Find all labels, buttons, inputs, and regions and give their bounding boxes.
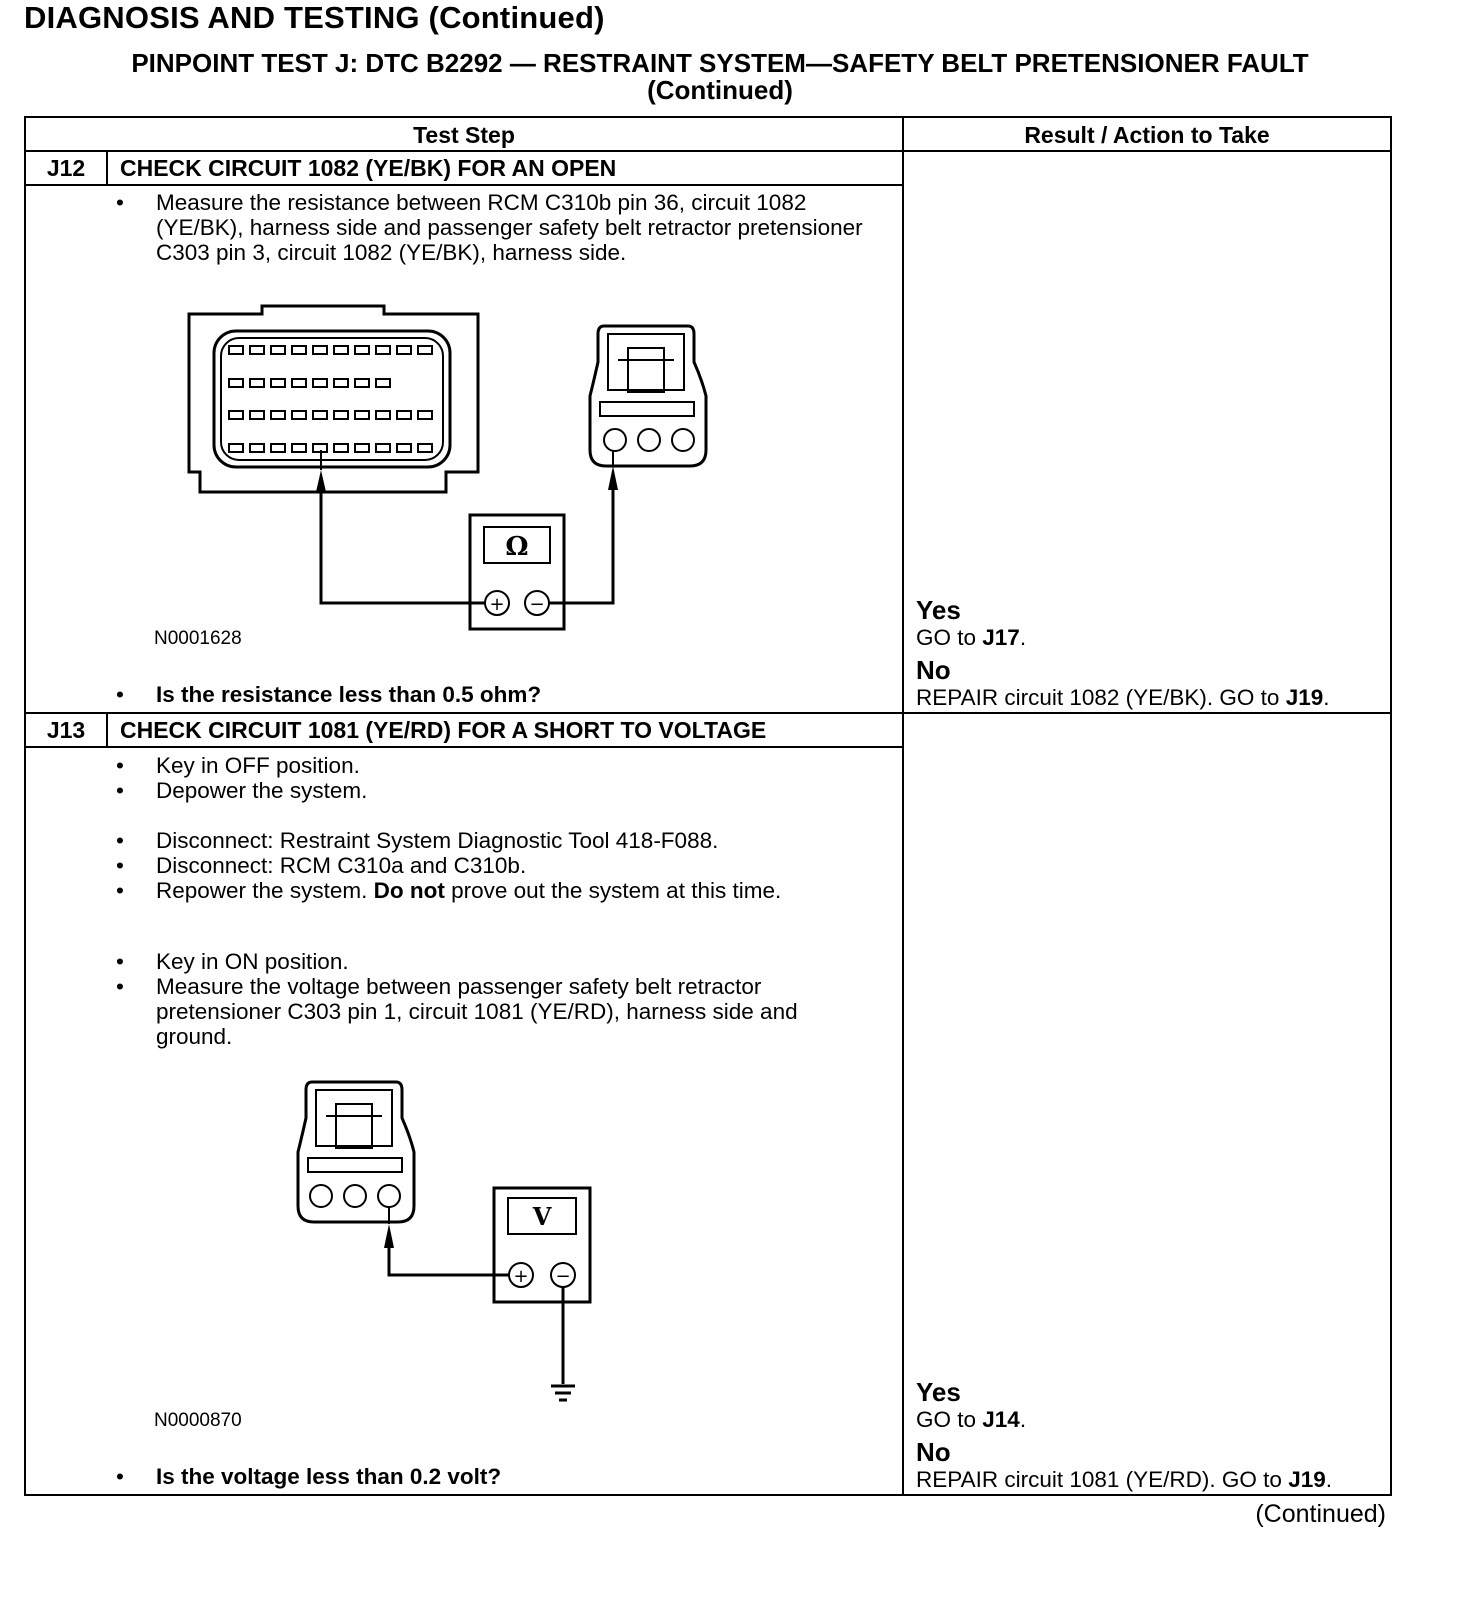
list-item — [116, 778, 876, 803]
pin-cavity — [271, 346, 285, 354]
pin-cavity — [334, 346, 348, 354]
pin-cavity — [313, 346, 327, 354]
pin-cavity — [418, 411, 432, 419]
pin-cavity — [313, 379, 327, 387]
bullet: • — [116, 828, 124, 853]
table-border-left — [24, 116, 26, 1496]
step-title-j12: CHECK CIRCUIT 1082 (YE/BK) FOR AN OPEN — [120, 155, 617, 181]
pretensioner-connector — [590, 326, 706, 466]
yes-action-end: . — [1019, 625, 1027, 650]
pin-cavity — [376, 444, 390, 452]
table-border-bottom — [24, 1494, 1392, 1496]
pin-cavity — [355, 379, 369, 387]
no-action-end: . — [1325, 1467, 1332, 1492]
instruction-text: Measure the resistance between RCM C310b pin 36, circuit 1082 (YE/BK), harness side and passenger safety belt retractor pretensioner C303 pin 3, circuit 1082 (YE/BK), harness side. — [156, 190, 863, 265]
pin-cavity — [376, 379, 390, 387]
j12-instructions — [116, 190, 876, 265]
pin-cavity — [229, 346, 243, 354]
list-item — [116, 949, 876, 974]
figure-code-j12: N0001628 — [154, 628, 242, 649]
question-j13 — [116, 1464, 501, 1489]
bullet: • — [116, 949, 124, 974]
pin-cavity — [397, 411, 411, 419]
pin-cavity — [292, 411, 306, 419]
table-border-right — [1390, 116, 1392, 1496]
figure-code-j13: N0000870 — [154, 1410, 242, 1431]
instruction-text: Depower the system. — [156, 778, 368, 803]
question-text: Is the resistance less than 0.5 ohm? — [156, 682, 542, 707]
j13-instructions — [116, 753, 876, 1049]
question-j12 — [116, 682, 541, 707]
j12-id-divider — [106, 150, 108, 184]
rcm-connector-outline — [189, 306, 478, 492]
yes-action-text: GO to — [916, 1407, 983, 1432]
pretensioner-connector — [298, 1082, 414, 1222]
ground-symbol-icon — [551, 1386, 575, 1400]
list-item — [116, 828, 876, 853]
yes-action — [916, 625, 1386, 650]
volt-symbol: V — [532, 1202, 552, 1231]
page-heading: DIAGNOSIS AND TESTING (Continued) — [24, 0, 605, 35]
bullet: • — [116, 778, 124, 803]
no-target-link[interactable]: J19 — [1285, 685, 1324, 710]
step-id-j12: J12 — [46, 155, 86, 181]
pin-cavity — [250, 411, 264, 419]
result-j12 — [916, 595, 1386, 710]
bullet: • — [116, 682, 124, 707]
pin-cavity — [250, 444, 264, 452]
spacer — [116, 903, 876, 949]
meter-minus: − — [555, 1266, 571, 1287]
j13-id-divider — [106, 712, 108, 746]
yes-label: Yes — [916, 595, 961, 625]
probe-tip — [384, 1206, 394, 1248]
pin-cavity — [271, 411, 285, 419]
bullet: • — [116, 974, 124, 999]
footer-continued: (Continued) — [1255, 1500, 1386, 1528]
pin-cavity — [376, 411, 390, 419]
question-text: Is the voltage less than 0.2 volt? — [156, 1464, 502, 1489]
j12-resistance-diagram — [180, 296, 740, 636]
test-leads — [389, 1234, 563, 1384]
bullet: • — [116, 753, 124, 778]
pin-cavity — [397, 346, 411, 354]
yes-target-link[interactable]: J17 — [982, 625, 1020, 650]
meter-plus: + — [513, 1266, 529, 1287]
pinpoint-test-title-line2: (Continued) — [647, 75, 793, 105]
pin-cavity — [334, 444, 348, 452]
pin-cavity — [292, 346, 306, 354]
bullet: • — [116, 878, 124, 903]
pin-cavity — [376, 346, 390, 354]
pin-cavity — [229, 411, 243, 419]
list-item — [116, 753, 876, 778]
pin-cavity — [397, 444, 411, 452]
pin-cavity — [355, 444, 369, 452]
list-item — [116, 878, 876, 903]
pin-cavity — [250, 346, 264, 354]
bullet: • — [116, 190, 124, 215]
spacer — [116, 803, 876, 828]
yes-action-end: . — [1019, 1407, 1027, 1432]
instruction-text: Disconnect: Restraint System Diagnostic Tool 418-F088. — [156, 828, 719, 853]
pin-cavity — [313, 411, 327, 419]
pinpoint-test-title-line1: PINPOINT TEST J: DTC B2292 — RESTRAINT SYSTEM—SAFETY BELT PRETENSIONER FAULT — [131, 48, 1309, 78]
pin-cavity — [292, 444, 306, 452]
pin-cavity — [334, 411, 348, 419]
instruction-text: prove out the system at this time. — [444, 878, 782, 903]
pin-cavity — [271, 379, 285, 387]
pin-cavity — [355, 411, 369, 419]
pin-cavity — [418, 346, 432, 354]
header-result: Result / Action to Take — [1024, 122, 1270, 148]
pin-cavity — [229, 379, 243, 387]
yes-action-text: GO to — [916, 625, 983, 650]
meter-minus: − — [529, 594, 545, 615]
instruction-emphasis: Do not — [373, 878, 445, 903]
header-test-step: Test Step — [413, 122, 515, 148]
list-item — [116, 190, 876, 265]
pin-cavity — [355, 346, 369, 354]
pinpoint-test-title — [24, 50, 1416, 104]
test-leads — [321, 478, 613, 603]
no-label: No — [916, 1437, 951, 1467]
pin-cavity — [229, 444, 243, 452]
no-label: No — [916, 655, 951, 685]
no-action-end: . — [1323, 685, 1330, 710]
yes-target-link[interactable]: J14 — [982, 1407, 1020, 1432]
list-item — [116, 853, 876, 878]
no-action-text: REPAIR circuit 1082 (YE/BK). GO to — [916, 685, 1286, 710]
column-divider — [902, 116, 904, 1496]
j13-voltage-diagram — [290, 1076, 630, 1406]
pin-cavity — [271, 444, 285, 452]
step-title-j13: CHECK CIRCUIT 1081 (YE/RD) FOR A SHORT TO VOLTAGE — [120, 717, 767, 743]
instruction-text: Key in OFF position. — [156, 753, 360, 778]
instruction-text: Disconnect: RCM C310a and C310b. — [156, 853, 527, 878]
pin-cavity — [292, 379, 306, 387]
step-id-j13: J13 — [46, 717, 86, 743]
ohm-symbol: Ω — [505, 532, 529, 562]
bullet: • — [116, 853, 124, 878]
no-action-text: REPAIR circuit 1081 (YE/RD). GO to — [916, 1467, 1289, 1492]
no-action — [916, 1467, 1386, 1492]
bullet: • — [116, 1464, 124, 1489]
meter-plus: + — [489, 594, 505, 615]
pin-cavity — [418, 444, 432, 452]
list-item — [116, 974, 876, 1049]
yes-action — [916, 1407, 1386, 1432]
instruction-text: Measure the voltage between passenger safety belt retractor pretensioner C303 pin 1, circuit 1081 (YE/RD), harness side and ground. — [156, 974, 798, 1049]
pin-cavity — [250, 379, 264, 387]
result-j13 — [916, 1377, 1386, 1492]
instruction-text: Repower the system. — [156, 878, 374, 903]
pin-cavity — [334, 379, 348, 387]
no-action — [916, 685, 1386, 710]
yes-label: Yes — [916, 1377, 961, 1407]
no-target-link[interactable]: J19 — [1288, 1467, 1326, 1492]
instruction-text: Key in ON position. — [156, 949, 349, 974]
